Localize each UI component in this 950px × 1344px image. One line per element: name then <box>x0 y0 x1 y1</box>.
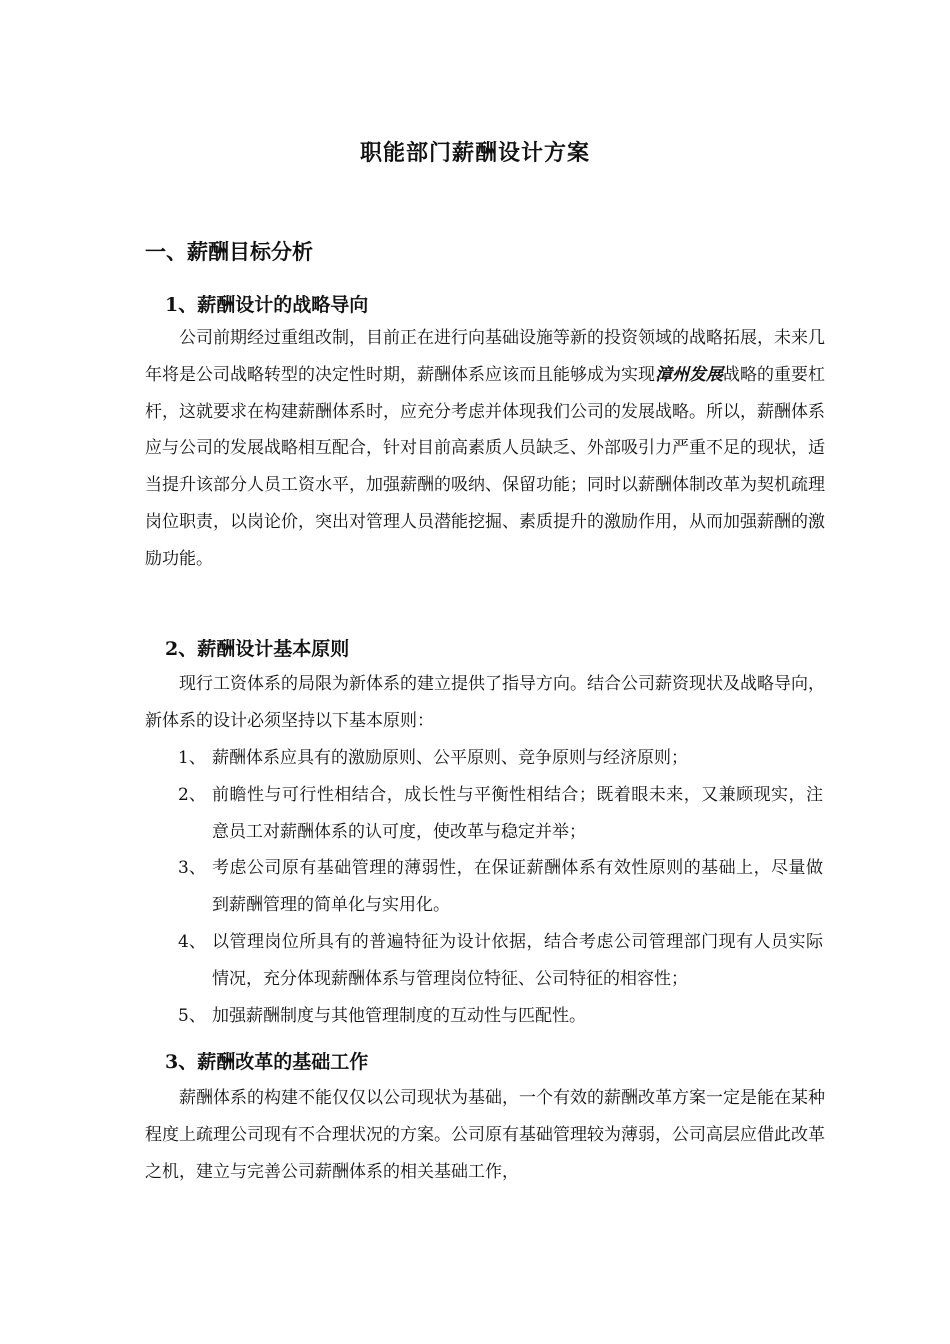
subsection-heading-2: 2、薪酬设计基本原则 <box>165 638 350 660</box>
subsection-heading-3: 3、薪酬改革的基础工作 <box>165 1051 369 1073</box>
list-item-number: 3、 <box>178 858 206 879</box>
list-item-text: 薪酬体系应具有的激励原则、公平原则、竞争原则与经济原则； <box>212 748 688 768</box>
list-item-text: 考虑公司原有基础管理的薄弱性，在保证薪酬体系有效性原则的基础上，尽量做到薪酬管理的简单化与实用化。 <box>212 858 823 916</box>
list-item-text: 加强薪酬制度与其他管理制度的互动性与匹配性。 <box>212 1005 586 1026</box>
list-item-number: 2、 <box>178 784 206 805</box>
paragraph-strategy <box>145 320 825 578</box>
paragraph-strategy-part-a: 公司前期经过重组改制，目前正在进行向基础设施等新的投资领域的战略拓展，未来几年将是公司战略转型的决定性时期，薪酬体系应该而且能够成为实现 <box>145 328 825 385</box>
list-item-number: 5、 <box>178 1005 206 1026</box>
list-item-number: 4、 <box>178 931 206 952</box>
list-item <box>178 740 823 777</box>
document-title: 职能部门薪酬设计方案 <box>359 140 590 166</box>
list-item-text: 以管理岗位所具有的普遍特征为设计依据，结合考虑公司管理部门现有人员实际情况，充分体现薪酬体系与管理岗位特征、公司特征的相容性； <box>212 931 823 989</box>
paragraph-foundation-work: 薪酬体系的构建不能仅仅以公司现状为基础，一个有效的薪酬改革方案一定是能在某种程度上疏理公司现有不合理状况的方案。公司原有基础管理较为薄弱，公司高层应借此改革之机，建立与完善公司薪酬体系的相关基础工作， <box>145 1088 825 1182</box>
list-item <box>178 998 823 1035</box>
principles-list <box>178 740 823 1034</box>
list-item-text: 前瞻性与可行性相结合，成长性与平衡性相结合；既着眼未来，又兼顾现实，注意员工对薪酬体系的认可度，使改革与稳定并举； <box>212 784 823 842</box>
list-item <box>178 850 823 924</box>
section-heading-1: 一、薪酬目标分析 <box>145 239 313 264</box>
list-item-number: 1、 <box>178 748 206 768</box>
paragraph-strategy-part-b: 战略的重要杠杆，这就要求在构建薪酬体系时，应充分考虑并体现我们公司的发展战略。所以，薪酬体系应与公司的发展战略相互配合，针对目前高素质人员缺乏、外部吸引力严重不足的现状，适当提升该部分人员工资水平，加强薪酬的吸纳、保留功能；同时以薪酬体制改革为契机疏理岗位职责，以岗论价，突出对管理人员潜能挖掘、素质提升的激励作用，从而加强薪酬的激励功能。 <box>145 364 825 569</box>
list-item <box>178 777 823 851</box>
paragraph-principles-intro: 现行工资体系的局限为新体系的建立提供了指导方向。结合公司薪资现状及战略导向，新体系的设计必须坚持以下基本原则： <box>145 674 825 731</box>
subsection-heading-1: 1、薪酬设计的战略导向 <box>165 294 369 316</box>
emphasis-company-name: 漳州发展 <box>655 364 723 385</box>
list-item <box>178 924 823 998</box>
